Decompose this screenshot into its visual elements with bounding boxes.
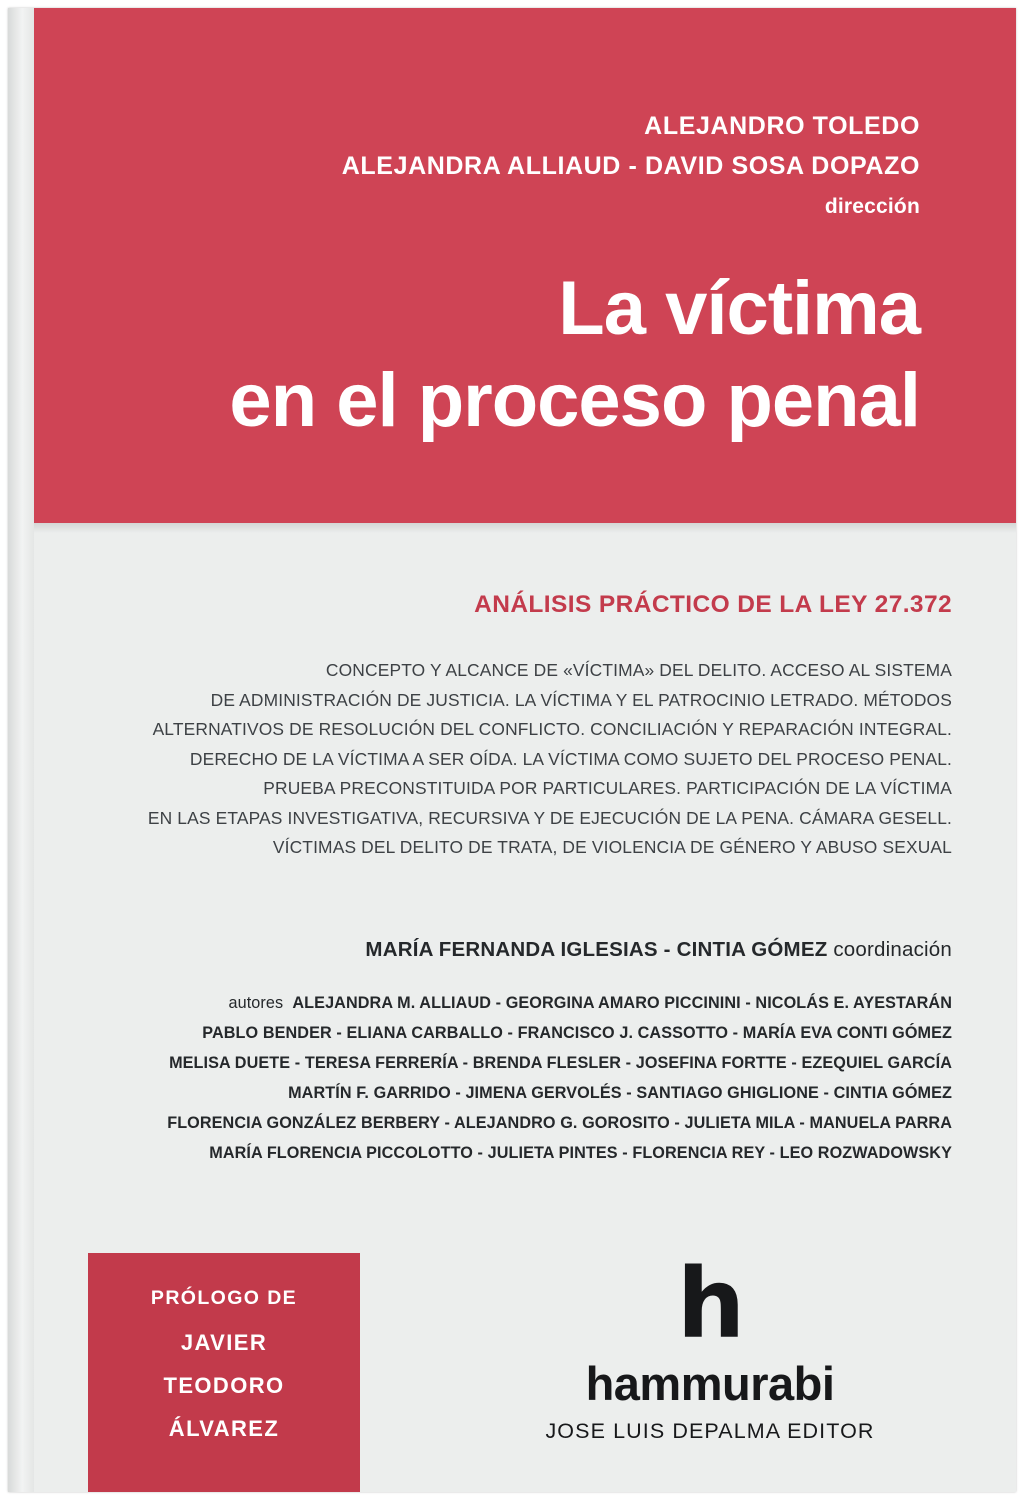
title-line-1: La víctima	[558, 266, 920, 351]
authors-line: MELISA DUETE - TERESA FERRERÍA - BRENDA FLESLER - JOSEFINA FORTTE - EZEQUIEL GARCÍA	[169, 1054, 952, 1072]
blurb-line: ALTERNATIVOS DE RESOLUCIÓN DEL CONFLICTO. CONCILIACIÓN Y REPARACIÓN INTEGRAL.	[152, 719, 952, 739]
hammurabi-h-icon: h	[676, 1248, 744, 1360]
authors-line: ALEJANDRA M. ALLIAUD - GEORGINA AMARO PICCININI - NICOLÁS E. AYESTARÁN	[292, 994, 952, 1012]
publisher-imprint: JOSE LUIS DEPALMA EDITOR	[545, 1419, 875, 1443]
authors-line: FLORENCIA GONZÁLEZ BERBERY - ALEJANDRO G. GOROSITO - JULIETA MILA - MANUELA PARRA	[167, 1114, 952, 1132]
blurb-line: VÍCTIMAS DEL DELITO DE TRATA, DE VIOLENCIA DE GÉNERO Y ABUSO SEXUAL	[272, 837, 952, 857]
prologue-badge	[88, 1253, 360, 1492]
cover-red-band	[8, 8, 1016, 523]
authors-label: autores	[228, 994, 284, 1012]
authors-line: PABLO BENDER - ELIANA CARBALLO - FRANCISCO J. CASSOTTO - MARÍA EVA CONTI GÓMEZ	[202, 1024, 952, 1042]
title-line-2: en el proceso penal	[229, 358, 920, 444]
page-title	[60, 266, 920, 444]
blurb-line: EN LAS ETAPAS INVESTIGATIVA, RECURSIVA Y DE EJECUCIÓN DE LA PENA. CÁMARA GESELL.	[147, 807, 952, 828]
blurb-line: CONCEPTO Y ALCANCE DE «VÍCTIMA» DEL DELITO. ACCESO AL SISTEMA	[325, 660, 952, 680]
blurb-line: DERECHO DE LA VÍCTIMA A SER OÍDA. LA VÍCTIMA COMO SUJETO DEL PROCESO PENAL.	[189, 748, 952, 769]
authors-line: MARÍA FLORENCIA PICCOLOTTO - JULIETA PINTES - FLORENCIA REY - LEO ROZWADOWSKY	[209, 1144, 952, 1162]
prologue-name-line-2: TEODORO	[163, 1373, 285, 1398]
coordination-role: coordinación	[833, 938, 952, 961]
director-line-1: ALEJANDRO TOLEDO	[644, 112, 920, 140]
blurb-line: DE ADMINISTRACIÓN DE JUSTICIA. LA VÍCTIMA Y EL PATROCINIO LETRADO. MÉTODOS	[210, 689, 952, 710]
authors-first-line	[68, 988, 952, 1018]
coordination-names: MARÍA FERNANDA IGLESIAS - CINTIA GÓMEZ	[365, 938, 828, 961]
prologue-name-line-3: ÁLVAREZ	[168, 1416, 280, 1441]
publisher-logo	[500, 1248, 920, 1444]
coordination-block	[8, 938, 952, 962]
director-line-2: ALEJANDRA ALLIAUD - DAVID SOSA DOPAZO	[341, 152, 920, 180]
directors-block	[100, 106, 920, 228]
book-page	[8, 8, 1016, 1492]
authors-list	[68, 988, 952, 1168]
authors-line: MARTÍN F. GARRIDO - JIMENA GERVOLÉS - SANTIAGO GHIGLIONE - CINTIA GÓMEZ	[288, 1084, 952, 1102]
cover-subtitle: ANÁLISIS PRÁCTICO DE LA LEY 27.372	[474, 591, 952, 618]
book-spine	[8, 8, 34, 1492]
prologue-name-line-1: JAVIER	[180, 1330, 268, 1355]
blurb-line: PRUEBA PRECONSTITUIDA POR PARTICULARES. PARTICIPACIÓN DE LA VÍCTIMA	[263, 778, 952, 798]
cover-blurb	[78, 656, 952, 863]
prologue-label: PRÓLOGO DE	[150, 1287, 298, 1309]
publisher-name: hammurabi	[585, 1357, 835, 1410]
director-role: dirección	[824, 195, 920, 218]
